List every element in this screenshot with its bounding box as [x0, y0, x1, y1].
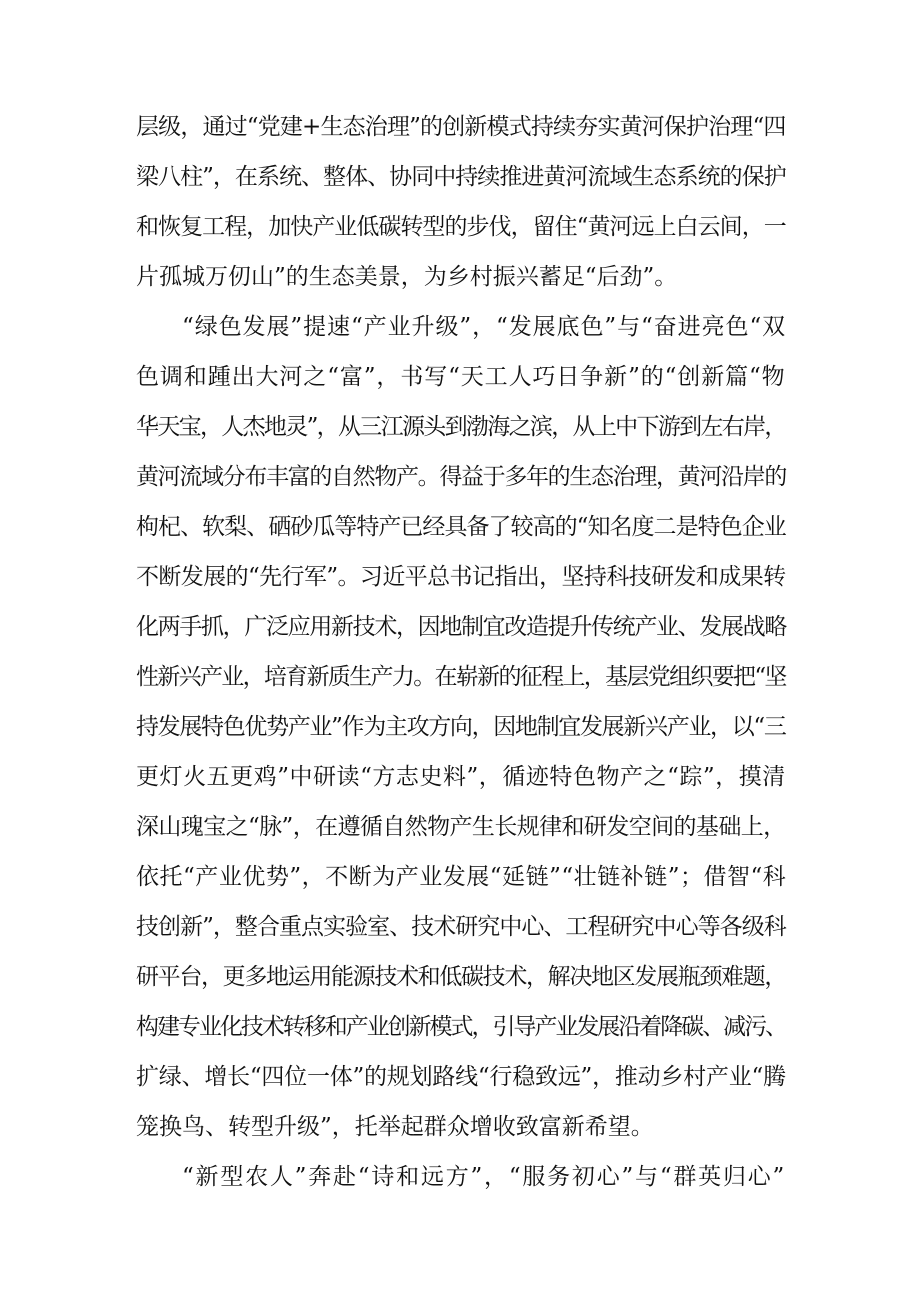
paragraph-line: 片孤城万仞山”的生态美景，为乡村振兴蓄足“后劲”。	[136, 264, 678, 290]
paragraph-line: 层级，通过“党建+生态治理”的创新模式持续夯实黄河保护治理“四	[136, 114, 786, 140]
paragraph-line: “新型农人”奔赴“诗和远方”，“服务初心”与“群英归心”	[182, 1164, 787, 1190]
paragraph-line: 黄河流域分布丰富的自然物产。得益于多年的生态治理，黄河沿岸的	[136, 464, 787, 490]
paragraph-line: 持发展特色优势产业”作为主攻方向，因地制宜发展新兴产业，以“三	[136, 714, 786, 740]
paragraph-line: 梁八柱”，在系统、整体、协同中持续推进黄河流域生态系统的保护	[136, 164, 786, 190]
paragraph-line: 不断发展的“先行军”。习近平总书记指出，坚持科技研发和成果转	[136, 564, 786, 590]
paragraph-line: 技创新”，整合重点实验室、技术研究中心、工程研究中心等各级科	[136, 914, 786, 940]
paragraph-line: 更灯火五更鸡”中研读“方志史料”，循迹特色物产之“踪”，摸清	[136, 764, 786, 790]
paragraph-line: 依托“产业优势”，不断为产业发展“延链”“壮链补链”；借智“科	[136, 864, 787, 890]
paragraph-line: 研平台，更多地运用能源技术和低碳技术，解决地区发展瓶颈难题，	[136, 964, 787, 990]
paragraph-line: 构建专业化技术转移和产业创新模式，引导产业发展沿着降碳、减污、	[136, 1014, 786, 1040]
paragraph-line: 和恢复工程，加快产业低碳转型的步伐，留住“黄河远上白云间，一	[136, 214, 786, 240]
paragraph-line: 性新兴产业，培育新质生产力。在崭新的征程上，基层党组织要把“坚	[136, 664, 786, 690]
paragraph-line: 色调和踵出大河之“富”，书写“天工人巧日争新”的“创新篇“物	[136, 364, 786, 390]
paragraph-line: 枸杞、软梨、硒砂瓜等特产已经具备了较高的“知名度二是特色企业	[136, 514, 786, 540]
paragraph-line: 扩绿、增长“四位一体”的规划路线“行稳致远”，推动乡村产业“腾	[136, 1064, 786, 1090]
paragraph-line: 化两手抓，广泛应用新技术，因地制宜改造提升传统产业、发展战略	[136, 614, 787, 640]
paragraph-line: 笼换鸟、转型升级”，托举起群众增收致富新希望。	[136, 1114, 654, 1140]
paragraph-line: “绿色发展”提速“产业升级”，“发展底色”与“奋进亮色“双	[182, 314, 787, 340]
paragraph-line: 华天宝，人杰地灵”，从三江源头到渤海之滨，从上中下游到左右岸，	[136, 414, 786, 440]
paragraph-line: 深山瑰宝之“脉”，在遵循自然物产生长规律和研发空间的基础上，	[136, 814, 786, 840]
